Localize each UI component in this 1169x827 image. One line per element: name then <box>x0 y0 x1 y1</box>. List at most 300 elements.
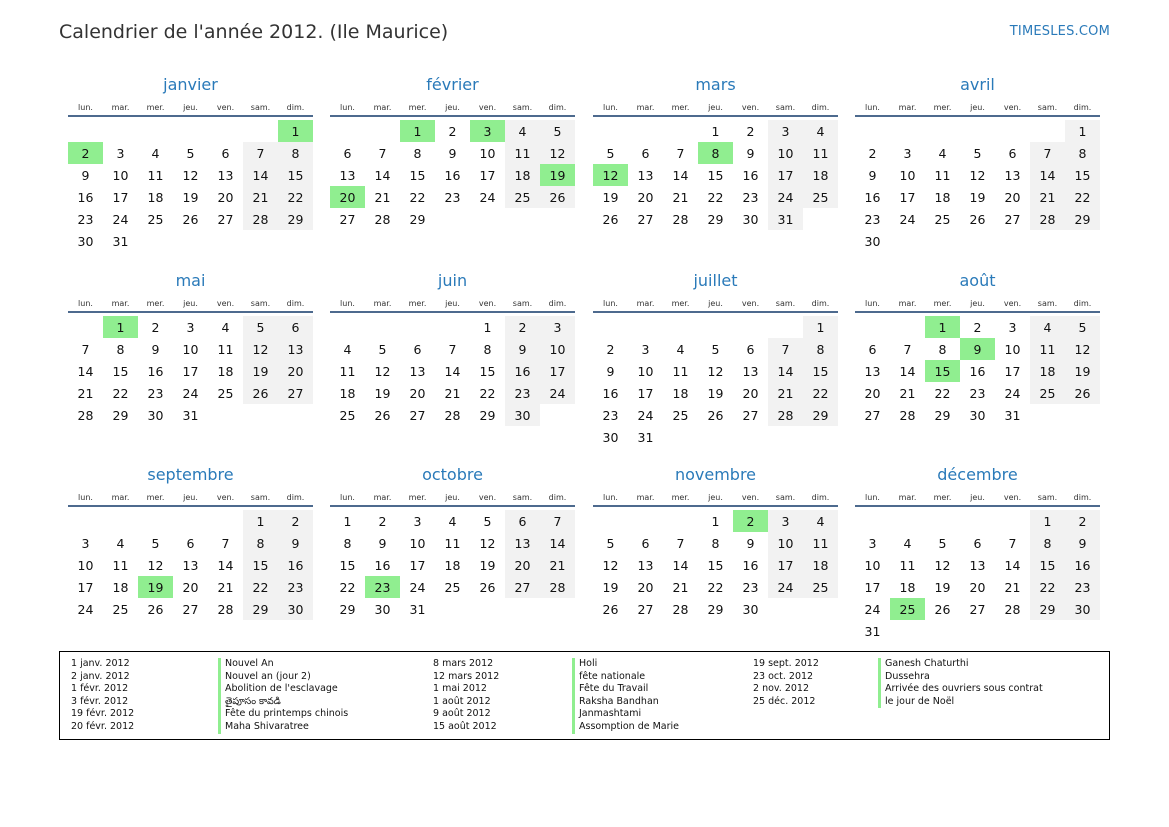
empty-cell <box>663 510 698 532</box>
empty-cell <box>890 120 925 142</box>
weekday-label: jeu. <box>445 299 460 308</box>
day-cell: 18 <box>112 579 129 595</box>
day-cell: 26 <box>182 211 199 227</box>
weekday-label: mer. <box>408 103 427 112</box>
day-cell: 25 <box>217 385 234 401</box>
legend-date: 20 févr. 2012 <box>71 720 135 732</box>
legend-holiday-name: Holi <box>572 658 679 671</box>
day-cell: 17 <box>77 579 94 595</box>
day-cell: 9 <box>868 167 877 183</box>
holiday-cell: 1 <box>925 316 960 338</box>
day-cell: 14 <box>374 167 391 183</box>
empty-cell <box>995 510 1030 532</box>
day-cell: 3 <box>903 145 912 161</box>
day-cell: 7 <box>243 142 278 164</box>
legend-date: 1 août 2012 <box>433 695 491 707</box>
day-cell: 25 <box>803 186 838 208</box>
day-cell: 18 <box>444 557 461 573</box>
weekday-label: mer. <box>671 299 690 308</box>
weekday-label: ven. <box>216 103 235 112</box>
day-cell: 22 <box>278 186 313 208</box>
day-cell: 8 <box>803 338 838 360</box>
month-name: octobre <box>422 465 483 484</box>
day-cell: 13 <box>864 363 881 379</box>
day-cell: 1 <box>711 513 720 529</box>
day-cell: 29 <box>339 601 356 617</box>
month-2 <box>330 75 575 230</box>
holiday-cell: 2 <box>68 142 103 164</box>
month-name: juillet <box>693 271 738 290</box>
day-cell: 13 <box>637 167 654 183</box>
legend-holiday-name: le jour de Noël <box>878 696 1043 709</box>
legend-names-col-1 <box>218 658 348 734</box>
day-cell: 10 <box>1004 341 1021 357</box>
weekday-header <box>593 293 838 313</box>
day-cell: 7 <box>903 341 912 357</box>
month-name: juin <box>437 271 468 290</box>
legend-date: 19 sept. 2012 <box>753 658 819 669</box>
day-cell: 27 <box>1004 211 1021 227</box>
weekday-label: lun. <box>603 493 618 502</box>
weekday-label: lun. <box>340 103 355 112</box>
weekday-label: dim. <box>1073 103 1092 112</box>
day-cell: 29 <box>278 208 313 230</box>
day-cell: 3 <box>641 341 650 357</box>
empty-cell <box>138 510 173 532</box>
legend-date: 2 janv. 2012 <box>71 670 130 682</box>
day-cell: 4 <box>1030 316 1065 338</box>
day-cell: 25 <box>147 211 164 227</box>
day-cell: 8 <box>1030 532 1065 554</box>
empty-cell <box>593 316 628 338</box>
day-cell: 17 <box>899 189 916 205</box>
day-cell: 8 <box>413 145 422 161</box>
empty-cell <box>628 510 663 532</box>
month-5 <box>68 271 313 426</box>
day-cell: 4 <box>221 319 230 335</box>
weekday-label: sam. <box>1037 103 1058 112</box>
day-cell: 24 <box>1004 385 1021 401</box>
day-cell: 12 <box>479 535 496 551</box>
legend-date: 15 août 2012 <box>433 720 497 732</box>
weekday-label: mar. <box>636 103 655 112</box>
day-cell: 31 <box>1004 407 1021 423</box>
day-cell: 26 <box>1065 382 1100 404</box>
weekday-label: lun. <box>340 299 355 308</box>
weekday-label: sam. <box>250 299 271 308</box>
weekday-label: mer. <box>933 299 952 308</box>
day-cell: 28 <box>77 407 94 423</box>
weekday-label: dim. <box>286 103 305 112</box>
day-cell: 30 <box>505 404 540 426</box>
day-cell: 14 <box>1030 164 1065 186</box>
day-cell: 28 <box>217 601 234 617</box>
weekday-label: ven. <box>741 493 760 502</box>
day-cell: 4 <box>803 510 838 532</box>
weekday-label: ven. <box>216 493 235 502</box>
weekday-label: dim. <box>286 493 305 502</box>
empty-cell <box>890 316 925 338</box>
weekday-header <box>68 293 313 313</box>
day-cell: 19 <box>969 189 986 205</box>
weekday-label: sam. <box>250 493 271 502</box>
day-cell: 16 <box>444 167 461 183</box>
day-cell: 6 <box>868 341 877 357</box>
weekday-label: mer. <box>933 493 952 502</box>
weekday-label: lun. <box>78 103 93 112</box>
day-cell: 14 <box>540 532 575 554</box>
day-cell: 29 <box>934 407 951 423</box>
legend-holiday-name: Arrivée des ouvriers sous contrat <box>878 683 1043 696</box>
legend-holiday-name: Maha Shivaratree <box>218 721 348 734</box>
day-cell: 17 <box>637 385 654 401</box>
empty-cell <box>330 120 365 142</box>
empty-cell <box>628 120 663 142</box>
day-cell: 9 <box>81 167 90 183</box>
day-cell: 30 <box>1065 598 1100 620</box>
day-cell: 29 <box>243 598 278 620</box>
weekday-label: mar. <box>373 103 392 112</box>
day-cell: 5 <box>540 120 575 142</box>
day-cell: 7 <box>448 341 457 357</box>
legend-date: 3 févr. 2012 <box>71 695 129 707</box>
weekday-header <box>855 487 1100 507</box>
weekday-label: ven. <box>741 299 760 308</box>
weekday-label: dim. <box>811 299 830 308</box>
day-cell: 1 <box>243 510 278 532</box>
day-cell: 15 <box>243 554 278 576</box>
weekday-header <box>593 97 838 117</box>
day-cell: 19 <box>374 385 391 401</box>
day-cell: 30 <box>374 601 391 617</box>
day-grid <box>330 120 575 230</box>
weekday-label: mer. <box>671 493 690 502</box>
day-cell: 14 <box>672 557 689 573</box>
day-cell: 11 <box>339 363 356 379</box>
legend-date: 19 févr. 2012 <box>71 708 135 720</box>
day-cell: 15 <box>409 167 426 183</box>
day-grid <box>68 316 313 426</box>
weekday-label: dim. <box>1073 493 1092 502</box>
empty-cell <box>68 510 103 532</box>
empty-cell <box>208 120 243 142</box>
holiday-cell: 3 <box>470 120 505 142</box>
day-cell: 20 <box>1004 189 1021 205</box>
day-cell: 13 <box>339 167 356 183</box>
day-cell: 2 <box>151 319 160 335</box>
day-cell: 18 <box>899 579 916 595</box>
day-cell: 18 <box>1030 360 1065 382</box>
day-grid <box>855 120 1100 252</box>
weekday-label: mer. <box>146 103 165 112</box>
day-cell: 26 <box>602 211 619 227</box>
day-cell: 27 <box>278 382 313 404</box>
weekday-label: mar. <box>636 299 655 308</box>
day-cell: 16 <box>374 557 391 573</box>
day-cell: 7 <box>540 510 575 532</box>
day-cell: 17 <box>864 579 881 595</box>
day-cell: 10 <box>864 557 881 573</box>
day-cell: 6 <box>1008 145 1017 161</box>
legend-date: 25 déc. 2012 <box>753 695 816 707</box>
empty-cell <box>593 510 628 532</box>
month-name: février <box>426 75 479 94</box>
weekday-label: dim. <box>811 103 830 112</box>
day-cell: 14 <box>243 164 278 186</box>
day-cell: 10 <box>899 167 916 183</box>
day-cell: 4 <box>448 513 457 529</box>
month-name: janvier <box>163 75 218 94</box>
day-cell: 20 <box>637 189 654 205</box>
legend-date: 1 mai 2012 <box>433 683 487 695</box>
day-cell: 29 <box>409 211 426 227</box>
empty-cell <box>960 510 995 532</box>
day-cell: 7 <box>676 535 685 551</box>
legend-names-col-3 <box>878 658 1043 708</box>
day-cell: 6 <box>278 316 313 338</box>
weekday-label: mer. <box>408 493 427 502</box>
day-cell: 2 <box>505 316 540 338</box>
day-cell: 2 <box>973 319 982 335</box>
day-cell: 21 <box>217 579 234 595</box>
month-name: septembre <box>147 465 234 484</box>
day-cell: 11 <box>899 557 916 573</box>
holiday-cell: 15 <box>925 360 960 382</box>
empty-cell <box>173 510 208 532</box>
day-cell: 16 <box>505 360 540 382</box>
empty-cell <box>208 510 243 532</box>
day-cell: 12 <box>540 142 575 164</box>
day-cell: 8 <box>938 341 947 357</box>
day-cell: 13 <box>278 338 313 360</box>
day-cell: 22 <box>243 576 278 598</box>
day-cell: 18 <box>803 164 838 186</box>
day-cell: 25 <box>505 186 540 208</box>
day-cell: 16 <box>1065 554 1100 576</box>
day-cell: 8 <box>278 142 313 164</box>
day-cell: 27 <box>339 211 356 227</box>
month-3 <box>593 75 838 230</box>
day-cell: 28 <box>1004 601 1021 617</box>
day-cell: 10 <box>182 341 199 357</box>
weekday-label: lun. <box>865 103 880 112</box>
day-cell: 1 <box>1065 120 1100 142</box>
month-name: mars <box>695 75 736 94</box>
weekday-label: mer. <box>671 103 690 112</box>
day-cell: 6 <box>343 145 352 161</box>
day-cell: 9 <box>378 535 387 551</box>
day-cell: 5 <box>711 341 720 357</box>
legend-dates-col-3 <box>753 658 819 708</box>
day-cell: 31 <box>637 429 654 445</box>
month-name: décembre <box>937 465 1018 484</box>
day-cell: 11 <box>1030 338 1065 360</box>
weekday-label: ven. <box>741 103 760 112</box>
day-cell: 15 <box>1030 554 1065 576</box>
holiday-legend <box>59 651 1110 740</box>
day-cell: 23 <box>602 407 619 423</box>
day-cell: 16 <box>742 557 759 573</box>
holiday-cell: 23 <box>365 576 400 598</box>
month-7 <box>593 271 838 448</box>
day-cell: 20 <box>969 579 986 595</box>
legend-holiday-name: Assomption de Marie <box>572 721 679 734</box>
empty-cell <box>995 120 1030 142</box>
day-cell: 12 <box>1065 338 1100 360</box>
day-cell: 20 <box>864 385 881 401</box>
day-cell: 20 <box>182 579 199 595</box>
day-cell: 30 <box>278 598 313 620</box>
weekday-label: jeu. <box>970 103 985 112</box>
day-cell: 12 <box>602 557 619 573</box>
holiday-cell: 8 <box>698 142 733 164</box>
empty-cell <box>663 120 698 142</box>
weekday-label: lun. <box>603 299 618 308</box>
day-cell: 11 <box>934 167 951 183</box>
day-cell: 30 <box>77 233 94 249</box>
weekday-label: ven. <box>1003 493 1022 502</box>
day-cell: 2 <box>868 145 877 161</box>
empty-cell <box>960 120 995 142</box>
day-cell: 16 <box>278 554 313 576</box>
day-cell: 22 <box>409 189 426 205</box>
day-cell: 18 <box>934 189 951 205</box>
day-cell: 21 <box>768 382 803 404</box>
day-cell: 27 <box>969 601 986 617</box>
day-cell: 5 <box>1065 316 1100 338</box>
day-cell: 22 <box>339 579 356 595</box>
legend-holiday-name: Ganesh Chaturthi <box>878 658 1043 671</box>
day-cell: 24 <box>112 211 129 227</box>
legend-holiday-name: Nouvel an (jour 2) <box>218 671 348 684</box>
day-cell: 21 <box>899 385 916 401</box>
day-cell: 12 <box>182 167 199 183</box>
day-cell: 7 <box>768 338 803 360</box>
day-cell: 31 <box>768 208 803 230</box>
day-cell: 30 <box>742 211 759 227</box>
legend-date: 23 oct. 2012 <box>753 670 814 682</box>
weekday-label: ven. <box>1003 103 1022 112</box>
day-cell: 25 <box>339 407 356 423</box>
day-cell: 5 <box>606 535 615 551</box>
day-cell: 31 <box>409 601 426 617</box>
weekday-label: dim. <box>811 493 830 502</box>
day-cell: 9 <box>278 532 313 554</box>
day-cell: 20 <box>278 360 313 382</box>
month-name: août <box>959 271 996 290</box>
day-grid <box>593 510 838 620</box>
legend-date: 1 janv. 2012 <box>71 658 130 669</box>
weekday-label: jeu. <box>970 493 985 502</box>
empty-cell <box>435 316 470 338</box>
holiday-cell: 20 <box>330 186 365 208</box>
day-cell: 26 <box>374 407 391 423</box>
day-cell: 8 <box>116 341 125 357</box>
day-cell: 20 <box>409 385 426 401</box>
weekday-label: mar. <box>111 103 130 112</box>
day-cell: 19 <box>934 579 951 595</box>
day-cell: 12 <box>374 363 391 379</box>
weekday-label: sam. <box>512 493 533 502</box>
day-cell: 7 <box>676 145 685 161</box>
weekday-label: mar. <box>373 299 392 308</box>
legend-date: 8 mars 2012 <box>433 658 494 669</box>
day-cell: 16 <box>969 363 986 379</box>
day-cell: 25 <box>444 579 461 595</box>
month-name: novembre <box>674 465 757 484</box>
legend-holiday-name: Raksha Bandhan <box>572 696 679 709</box>
day-cell: 3 <box>1008 319 1017 335</box>
day-cell: 21 <box>1030 186 1065 208</box>
day-cell: 4 <box>676 341 685 357</box>
day-cell: 29 <box>1065 208 1100 230</box>
day-cell: 19 <box>602 579 619 595</box>
day-cell: 26 <box>243 382 278 404</box>
day-cell: 6 <box>221 145 230 161</box>
day-cell: 22 <box>707 189 724 205</box>
day-grid <box>330 316 575 426</box>
day-cell: 10 <box>77 557 94 573</box>
empty-cell <box>733 316 768 338</box>
day-cell: 10 <box>112 167 129 183</box>
day-cell: 30 <box>969 407 986 423</box>
day-cell: 5 <box>378 341 387 357</box>
empty-cell <box>365 120 400 142</box>
day-cell: 4 <box>938 145 947 161</box>
weekday-header <box>855 293 1100 313</box>
day-cell: 31 <box>112 233 129 249</box>
site-link[interactable]: TIMESLES.COM <box>1009 24 1110 39</box>
weekday-label: mar. <box>898 299 917 308</box>
holiday-cell: 1 <box>278 120 313 142</box>
day-cell: 11 <box>803 532 838 554</box>
weekday-label: jeu. <box>708 299 723 308</box>
empty-cell <box>1030 120 1065 142</box>
day-cell: 14 <box>77 363 94 379</box>
day-cell: 11 <box>217 341 234 357</box>
day-cell: 1 <box>711 123 720 139</box>
day-cell: 1 <box>803 316 838 338</box>
weekday-label: sam. <box>250 103 271 112</box>
month-12 <box>855 465 1100 642</box>
day-cell: 9 <box>448 145 457 161</box>
day-cell: 14 <box>217 557 234 573</box>
day-cell: 5 <box>606 145 615 161</box>
month-8 <box>855 271 1100 426</box>
day-grid <box>68 510 313 620</box>
weekday-label: lun. <box>78 299 93 308</box>
day-cell: 21 <box>1004 579 1021 595</box>
day-cell: 12 <box>147 557 164 573</box>
day-cell: 17 <box>768 554 803 576</box>
weekday-label: jeu. <box>708 103 723 112</box>
day-cell: 21 <box>243 186 278 208</box>
day-cell: 19 <box>182 189 199 205</box>
day-cell: 30 <box>742 601 759 617</box>
empty-cell <box>768 316 803 338</box>
day-cell: 3 <box>81 535 90 551</box>
day-cell: 16 <box>742 167 759 183</box>
day-cell: 26 <box>707 407 724 423</box>
day-cell: 6 <box>746 341 755 357</box>
day-cell: 23 <box>864 211 881 227</box>
day-cell: 18 <box>803 554 838 576</box>
empty-cell <box>663 316 698 338</box>
day-cell: 17 <box>768 164 803 186</box>
day-cell: 29 <box>707 211 724 227</box>
day-cell: 29 <box>803 404 838 426</box>
day-cell: 2 <box>746 123 755 139</box>
